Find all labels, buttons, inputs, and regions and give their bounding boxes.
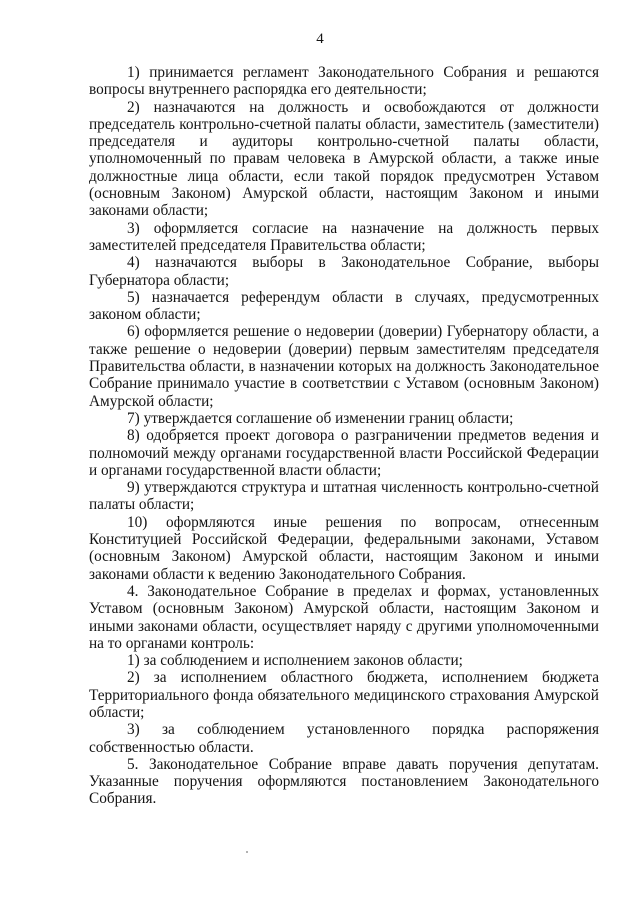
scan-artifact-dot: [246, 851, 248, 853]
control-item-2: 2) за исполнением областного бюджета, исполнением бюджета Территориального фонда обязательного медицинского страхования Амурской области;: [89, 669, 599, 721]
paragraph-item-7: 7) утверждается соглашение об изменении границ области;: [127, 409, 514, 427]
paragraph-item-6: 6) оформляется решение о недоверии (доверии) Губернатору области, а также решение о недоверии (доверии) первым заместителям председателя Правительства области, в назначении которых на должность Законодательное Собрание принимало участие в соответствии с Уставом (основным Законом) Амурской области;: [89, 323, 599, 410]
paragraph-item-2: 2) назначаются на должность и освобождаются от должности председатель контрольно-счетной палаты области, заместитель (заместители) председателя и аудиторы контрольно-счетной палаты области, уполномоченный по правам человека в Амурской области, а также иные должностные лица области, если такой порядок предусмотрен Уставом (основным Законом) Амурской области, настоящим Законом и иными законами области;: [89, 98, 599, 220]
control-item-3: 3) за соблюдением установленного порядка распоряжения собственностью области.: [89, 721, 599, 756]
paragraph-item-8: 8) одобряется проект договора о разграничении предметов ведения и полномочий между органами государственной власти Российской Федерации и органами государственной власти области;: [89, 427, 599, 479]
page-number: 4: [316, 31, 324, 47]
control-item-1: 1) за соблюдением и исполнением законов области;: [127, 652, 463, 670]
paragraph-item-9: 9) утверждаются структура и штатная численность контрольно-счетной палаты области;: [89, 479, 599, 514]
document-body: [89, 64, 599, 808]
paragraph-item-4: 4) назначаются выборы в Законодательное Собрание, выборы Губернатора области;: [89, 254, 599, 289]
paragraph-item-1: 1) принимается регламент Законодательного Собрания и решаются вопросы внутреннего распорядка его деятельности;: [89, 64, 599, 99]
section-5-paragraph: 5. Законодательное Собрание вправе давать поручения депутатам. Указанные поручения оформляются постановлением Законодательного Собрания.: [89, 755, 599, 808]
paragraph-item-3: 3) оформляется согласие на назначение на должность первых заместителей председателя Правительства области;: [89, 219, 599, 254]
paragraph-item-5: 5) назначается референдум области в случаях, предусмотренных законом области;: [89, 288, 599, 324]
section-4-intro: 4. Законодательное Собрание в пределах и формах, установленных Уставом (основным Законом) Амурской области, настоящим Законом и иными законами области, осуществляет наряду с другими уполномоченными на то органами контроль:: [89, 582, 599, 652]
paragraph-item-10: 10) оформляются иные решения по вопросам, отнесенным Конституцией Российской Федерации, федеральными законами, Уставом (основным Законом) Амурской области, настоящим Законом и иными законами области к ведению Законодательного Собрания.: [89, 513, 599, 583]
